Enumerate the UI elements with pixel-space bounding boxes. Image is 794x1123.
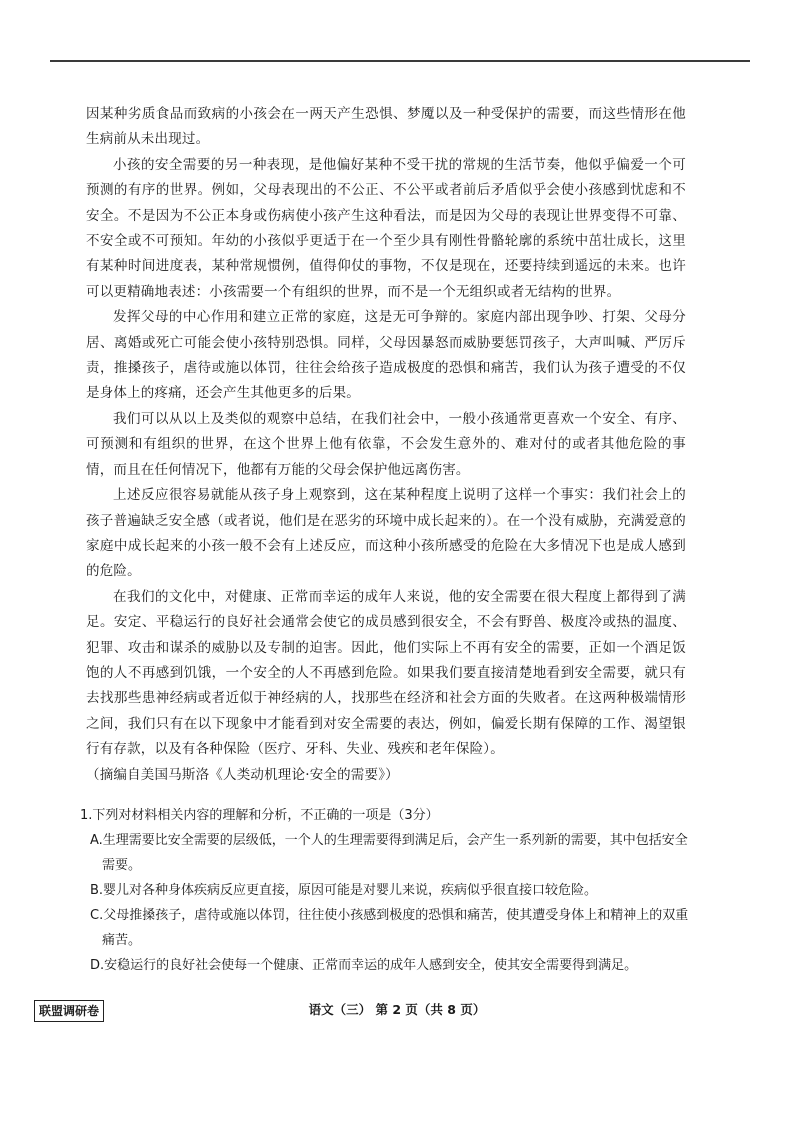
option-b: B.婴儿对各种身体疾病反应更直接，原因可能是对婴儿来说，疾病似乎很直接口较危险。 <box>90 883 598 898</box>
option-a: A.生理需要比安全需要的层级低，一个人的生理需要得到满足后，会产生一系列新的需要，其中包括安全需要。 <box>90 833 688 873</box>
page-footer <box>0 1000 794 1024</box>
option-c: C.父母推搡孩子，虐待或施以体罚，往往使小孩感到极度的恐惧和痛苦，使其遭受身体上和精神上的双重痛苦。 <box>90 908 689 948</box>
top-rule <box>50 60 750 62</box>
question-1 <box>80 803 690 978</box>
passage-paragraph: 上述反应很容易就能从孩子身上观察到，这在某种程度上说明了这样一个事实：我们社会上的孩子普遍缺乏安全感（或者说，他们是在恶劣的环境中成长起来的）。在一个没有威胁，充满爱意的家庭中成长起来的小孩一般不会有上述反应，而这种小孩所感受的危险在大多情况下也是成人感到的危险。 <box>86 487 686 580</box>
passage-paragraph: 因某种劣质食品而致病的小孩会在一两天产生恐惧、梦魇以及一种受保护的需要，而这些情形在他生病前从未出现过。 <box>86 106 686 148</box>
question-stem: 1.下列对材料相关内容的理解和分析，不正确的一项是（3分） <box>80 808 439 823</box>
reading-passage <box>86 102 686 788</box>
passage-source: （摘编自美国马斯洛《人类动机理论·安全的需要》） <box>86 766 399 783</box>
passage-paragraph: 在我们的文化中，对健康、正常而幸运的成年人来说，他的安全需要在很大程度上都得到了满足。安定、平稳运行的良好社会通常会使它的成员感到很安全，不会有野兽、极度冷或热的温度、犯罪、攻击和谋杀的威胁以及专制的迫害。因此，他们实际上不再有安全的需要，正如一个酒足饭饱的人不再感到饥饿，一个安全的人不再感到危险。如果我们要直接清楚地看到安全需要，就只有去找那些患神经病或者近似于神经病的人，找那些在经济和社会方面的失败者。在这两种极端情形之间，我们只有在以下现象中才能看到对安全需要的表达，例如，偏爱长期有保障的工作、渴望银行有存款，以及有各种保险（医疗、牙科、失业、残疾和老年保险）。 <box>86 588 686 758</box>
passage-paragraph: 发挥父母的中心作用和建立正常的家庭，这是无可争辩的。家庭内部出现争吵、打架、父母分居、离婚或死亡可能会使小孩特别恐惧。同样，父母因暴怒而威胁要惩罚孩子，大声叫喊、严厉斥责，推搡孩子，虐待或施以体罚，往往会给孩子造成极度的恐惧和痛苦，我们认为孩子遭受的不仅是身体上的疼痛，还会产生其他更多的后果。 <box>86 309 686 402</box>
passage-paragraph: 小孩的安全需要的另一种表现，是他偏好某种不受干扰的常规的生活节奏，他似乎偏爱一个可预测的有序的世界。例如，父母表现出的不公正、不公平或者前后矛盾似乎会使小孩感到忧虑和不安全。不是因为不公正本身或伤病使小孩产生这种看法，而是因为父母的表现让世界变得不可靠、不安全或不可预知。年幼的小孩似乎更适于在一个至少具有刚性骨骼轮廓的系统中茁壮成长，这里有某种时间进度表，某种常规惯例，值得仰仗的事物，不仅是现在，还要持续到遥远的未来。也许可以更精确地表述：小孩需要一个有组织的世界，而不是一个无组织或者无结构的世界。 <box>86 156 686 300</box>
page-number: 语文（三） 第 2 页（共 8 页） <box>308 1002 486 1017</box>
option-d: D.安稳运行的良好社会使每一个健康、正常而幸运的成年人感到安全，使其安全需要得到满足。 <box>90 958 638 973</box>
exam-badge: 联盟调研卷 <box>34 1000 104 1022</box>
passage-paragraph: 我们可以从以上及类似的观察中总结，在我们社会中，一般小孩通常更喜欢一个安全、有序、可预测和有组织的世界，在这个世界上他有依靠，不会发生意外的、难对付的或者其他危险的事情，而且在任何情况下，他都有万能的父母会保护他远离伤害。 <box>86 410 686 478</box>
